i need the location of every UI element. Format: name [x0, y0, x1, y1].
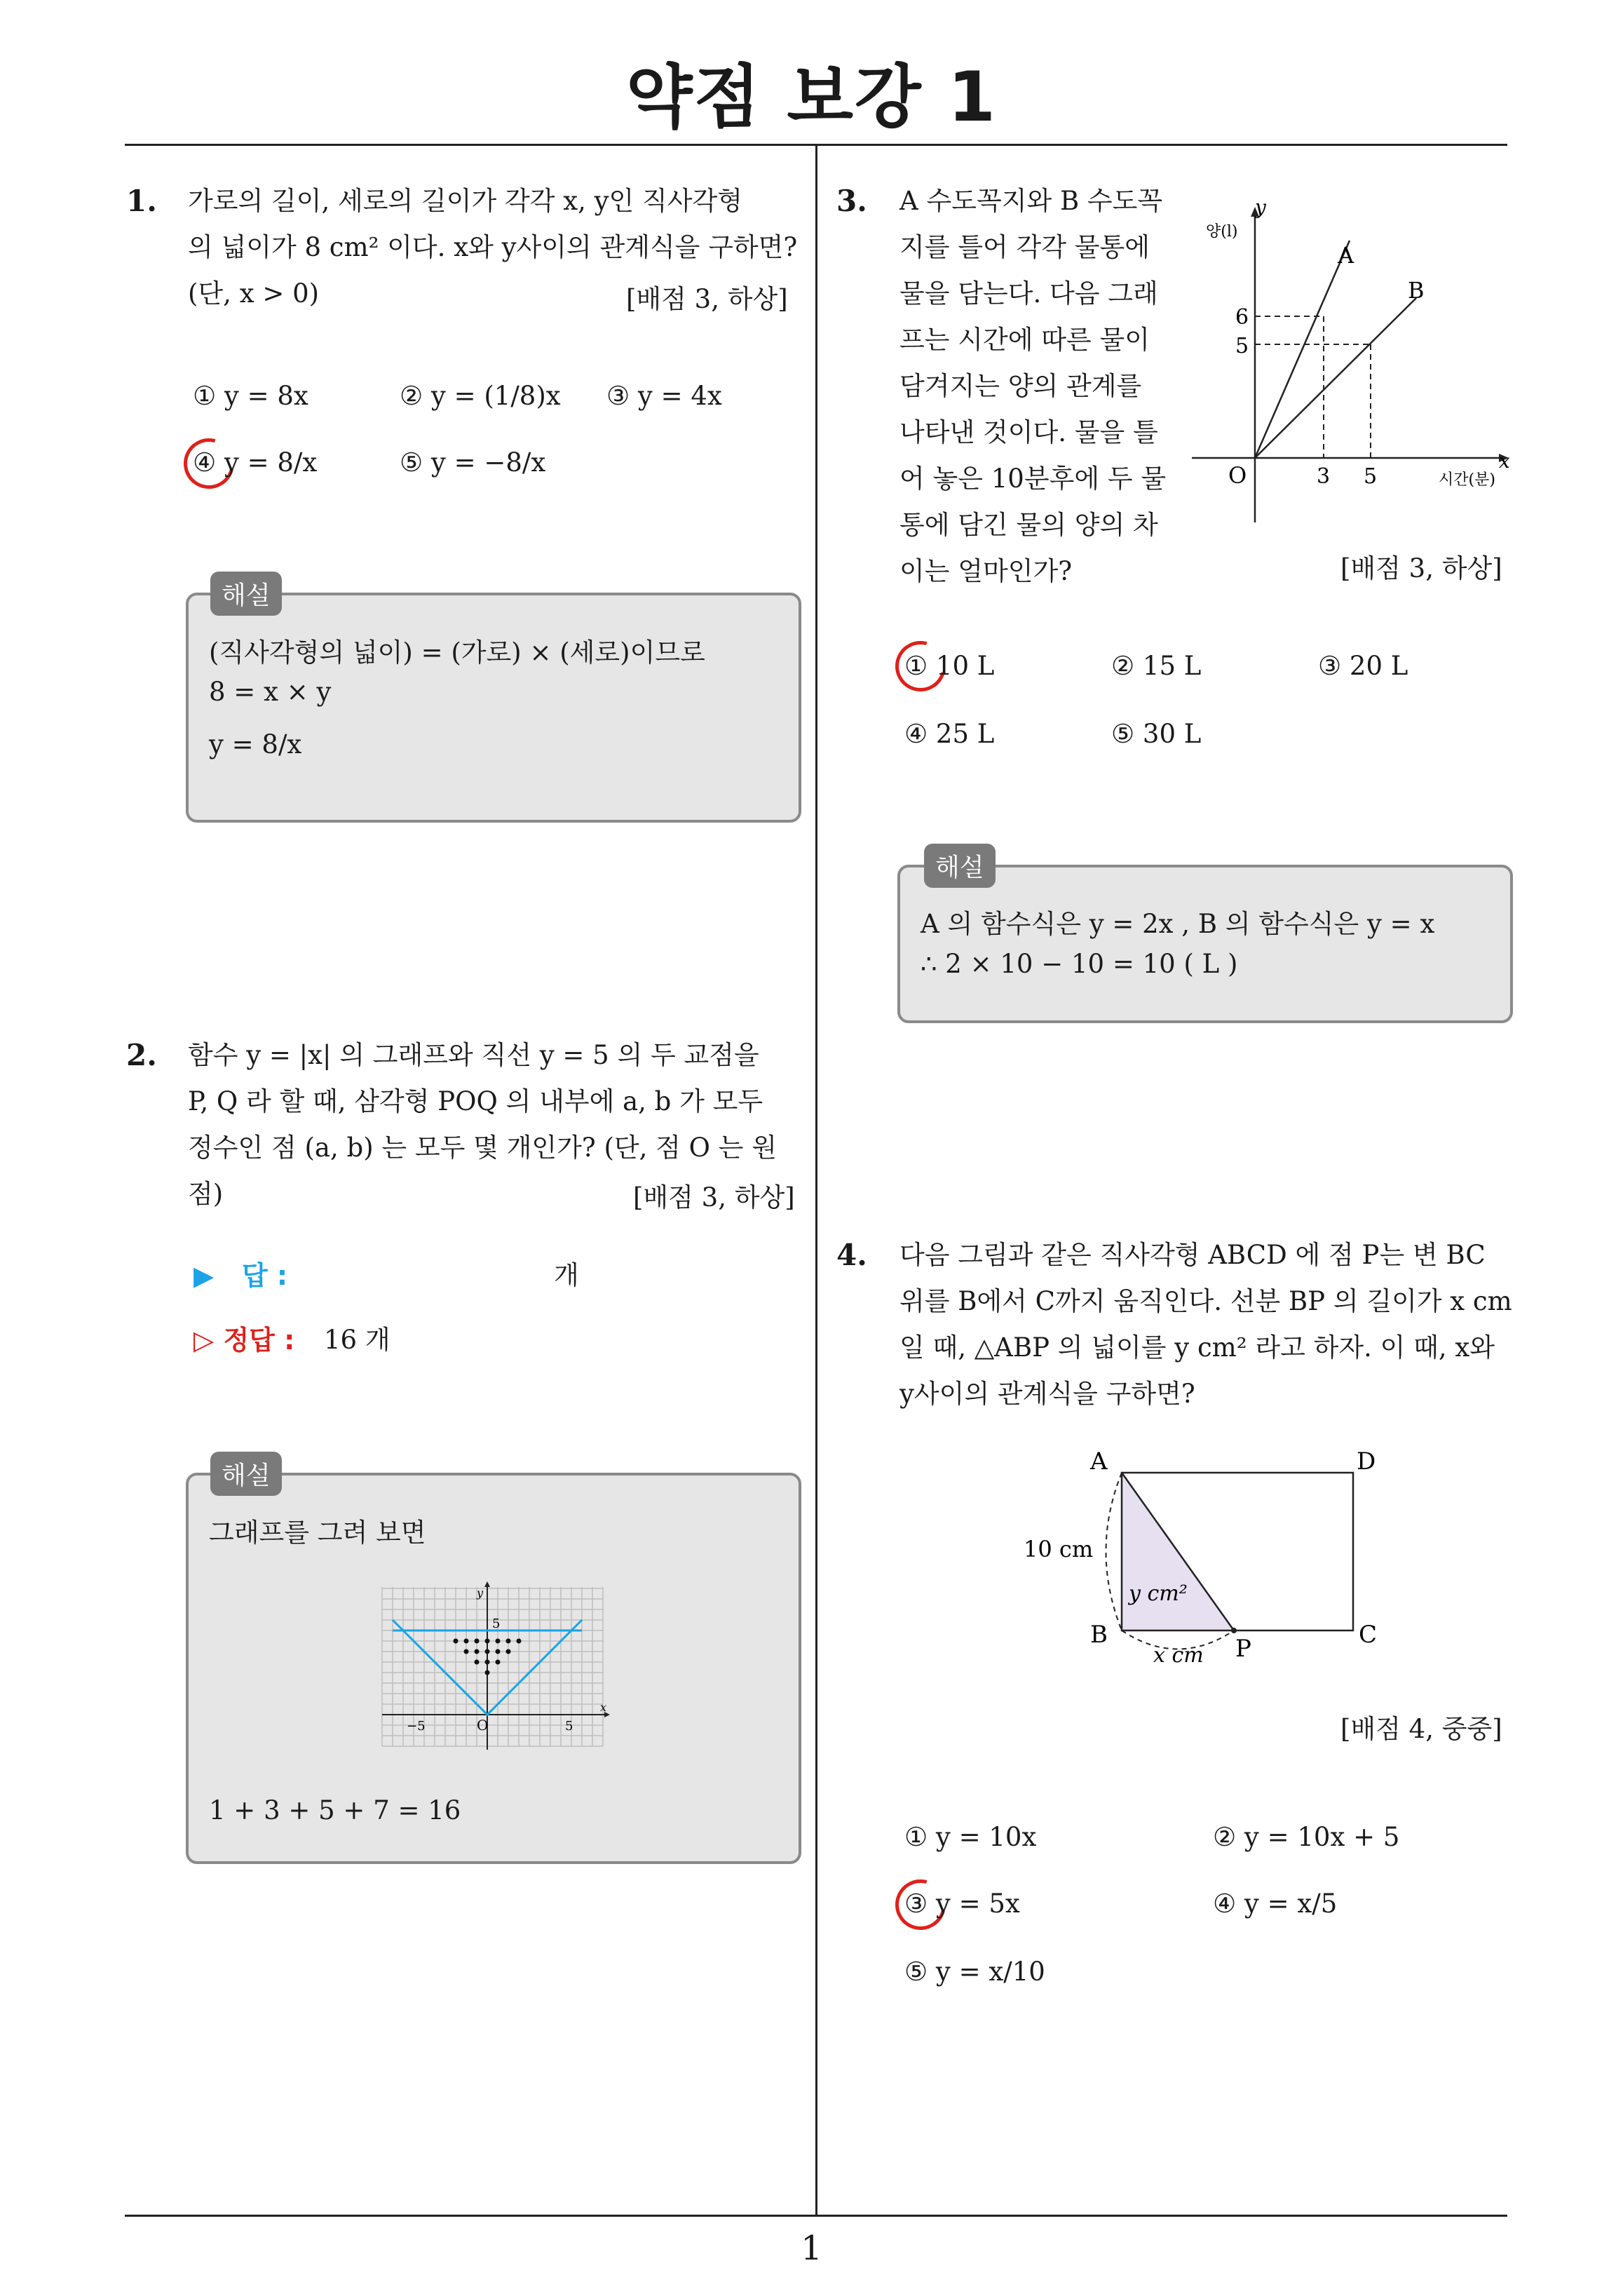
- q4-point-p: P: [1235, 1635, 1251, 1663]
- q1-solution-line: y = 8/x: [209, 729, 302, 759]
- q4-choice-2[interactable]: ② y = 10x + 5: [1213, 1822, 1400, 1852]
- q3-graph-three-label: 3: [1317, 464, 1331, 489]
- q3-graph-x-label: x: [1499, 450, 1510, 473]
- outline-play-icon: ▷: [193, 1325, 215, 1356]
- q2-score: [배점 3, 하상]: [633, 1182, 795, 1213]
- q2-line: 정수인 점 (a, b) 는 모두 몇 개인가? (단, 점 O 는 원: [188, 1133, 777, 1163]
- correct-label: 정답 :: [223, 1325, 295, 1356]
- q1-choice-5[interactable]: ⑤ y = −8/x: [400, 447, 546, 478]
- q3-graph-five-label: 5: [1235, 334, 1249, 358]
- q2-solution-line: 그래프를 그려 보면: [209, 1518, 426, 1548]
- q1-choice-3[interactable]: ③ y = 4x: [606, 381, 722, 411]
- q3-graph-y-label: y: [1255, 196, 1266, 219]
- q3-graph-fivex-label: 5: [1364, 464, 1378, 489]
- q1-solution-box: [186, 593, 801, 823]
- q2-graph: [379, 1581, 610, 1753]
- q4-vertex-a: A: [1090, 1447, 1108, 1475]
- q3-choice-2[interactable]: ② 15 L: [1111, 651, 1202, 681]
- q3-graph-line-b-label: B: [1408, 277, 1425, 304]
- q2-graph-neg5-label: −5: [407, 1719, 426, 1734]
- q3-line: 나타낸 것이다. 물을 틀: [899, 417, 1158, 447]
- q3-text: [899, 178, 1166, 595]
- q1-line: 가로의 길이, 세로의 길이가 각각 x, y인 직사각형: [188, 186, 742, 216]
- q1-number: 1.: [126, 184, 157, 218]
- q4-line: y사이의 관계식을 구하면?: [899, 1379, 1195, 1409]
- q4-choice-3[interactable]: ③ y = 5x: [904, 1889, 1020, 1919]
- q2-graph-pos5-label: 5: [565, 1719, 573, 1734]
- q4-text: [899, 1232, 1512, 1417]
- q4-area-label: y cm²: [1129, 1581, 1188, 1606]
- q1-solution-tag: 해설: [210, 572, 282, 616]
- q4-number: 4.: [836, 1238, 867, 1272]
- bottom-rule: [125, 2215, 1507, 2217]
- q4-line: 다음 그림과 같은 직사각형 ABCD 에 점 P는 변 BC: [899, 1240, 1486, 1270]
- q3-graph-origin-label: O: [1228, 462, 1247, 489]
- q3-choice-4[interactable]: ④ 25 L: [904, 719, 995, 749]
- column-divider: [815, 144, 817, 2215]
- q1-solution-line: 8 = x × y: [209, 677, 332, 707]
- q2-line: P, Q 라 할 때, 삼각형 POQ 의 내부에 a, b 가 모두: [188, 1086, 763, 1116]
- play-icon: ▶: [193, 1260, 215, 1291]
- q3-graph-ylabel: 양(l): [1206, 223, 1238, 241]
- q4-vertex-b: B: [1090, 1621, 1108, 1649]
- q2-solution-tag: 해설: [210, 1452, 282, 1496]
- q4-choice-1[interactable]: ① y = 10x: [904, 1822, 1037, 1852]
- q1-line: 의 넓이가 8 cm² 이다. x와 y사이의 관계식을 구하면?: [188, 232, 798, 262]
- q2-graph-x-label: x: [600, 1701, 607, 1714]
- q4-vertex-d: D: [1357, 1447, 1376, 1475]
- q2-line: 함수 y = |x| 의 그래프와 직선 y = 5 의 두 교점을: [188, 1040, 759, 1070]
- q1-choice-4[interactable]: ④ y = 8/x: [193, 447, 318, 478]
- q2-line: 점): [188, 1179, 224, 1209]
- q3-number: 3.: [836, 184, 867, 218]
- q1-choice-1[interactable]: ① y = 8x: [193, 381, 308, 411]
- page-title: 약점 보강 1: [625, 58, 998, 137]
- q3-line: 이는 얼마인가?: [899, 556, 1073, 586]
- q4-base-label: x cm: [1153, 1643, 1204, 1668]
- answer-unit: 개: [554, 1260, 579, 1290]
- q4-vertex-c: C: [1359, 1621, 1378, 1649]
- q2-solution-line: 1 + 3 + 5 + 7 = 16: [209, 1795, 461, 1825]
- q3-graph: [1185, 193, 1521, 526]
- q2-graph-five-label: 5: [492, 1616, 501, 1631]
- q4-side-length: 10 cm: [1024, 1536, 1094, 1562]
- q3-choice-3[interactable]: ③ 20 L: [1318, 651, 1408, 681]
- q3-score: [배점 3, 하상]: [1340, 553, 1502, 583]
- q4-score: [배점 4, 중중]: [1340, 1714, 1502, 1744]
- q3-line: 담겨지는 양의 관계를: [899, 371, 1142, 401]
- q3-line: A 수도꼭지와 B 수도꼭: [899, 186, 1163, 216]
- q1-score: [배점 3, 하상]: [626, 284, 788, 314]
- answer-label: 답 :: [241, 1260, 288, 1291]
- q1-solution-line: (직사각형의 넓이) = (가로) × (세로)이므로: [209, 637, 705, 668]
- q3-graph-xlabel: 시간(분): [1439, 471, 1495, 489]
- q3-line: 통에 담긴 물의 양의 차: [899, 510, 1158, 540]
- answer-prompt: [193, 1254, 287, 1292]
- q1-choice-2[interactable]: ② y = (1/8)x: [400, 381, 561, 411]
- q3-line: 어 놓은 10분후에 두 물: [899, 464, 1167, 494]
- q3-choice-5[interactable]: ⑤ 30 L: [1111, 719, 1202, 749]
- q4-choice-5[interactable]: ⑤ y = x/10: [904, 1957, 1045, 1987]
- q4-line: 위를 B에서 C까지 움직인다. 선분 BP 의 길이가 x cm: [899, 1286, 1512, 1316]
- q3-solution-box: [897, 865, 1513, 1023]
- q4-choice-4[interactable]: ④ y = x/5: [1213, 1889, 1338, 1919]
- q1-line: (단, x > 0): [188, 278, 320, 309]
- q4-line: 일 때, △ABP 의 넓이를 y cm² 라고 하자. 이 때, x와: [899, 1332, 1495, 1363]
- q3-solution-tag: 해설: [924, 844, 996, 888]
- correct-prompt: [193, 1318, 294, 1357]
- q3-choice-1[interactable]: ① 10 L: [904, 651, 995, 681]
- q3-solution-line: ∴ 2 × 10 − 10 = 10 ( L ): [921, 949, 1238, 979]
- q3-graph-line-a-label: A: [1338, 242, 1354, 269]
- q3-line: 물을 담는다. 다음 그래: [899, 278, 1158, 309]
- q3-line: 지를 틀어 각각 물통에: [899, 232, 1150, 262]
- q3-solution-line: A 의 함수식은 y = 2x , B 의 함수식은 y = x: [921, 909, 1435, 939]
- q2-graph-origin-label: O: [477, 1717, 489, 1734]
- page-number: 1: [801, 2229, 822, 2268]
- q4-figure: [1024, 1445, 1416, 1676]
- q3-graph-six-label: 6: [1235, 305, 1249, 330]
- q2-graph-y-label: y: [477, 1586, 484, 1600]
- q2-number: 2.: [126, 1038, 157, 1072]
- q3-line: 프는 시간에 따른 물이: [899, 325, 1150, 355]
- correct-value: 16 개: [324, 1325, 391, 1355]
